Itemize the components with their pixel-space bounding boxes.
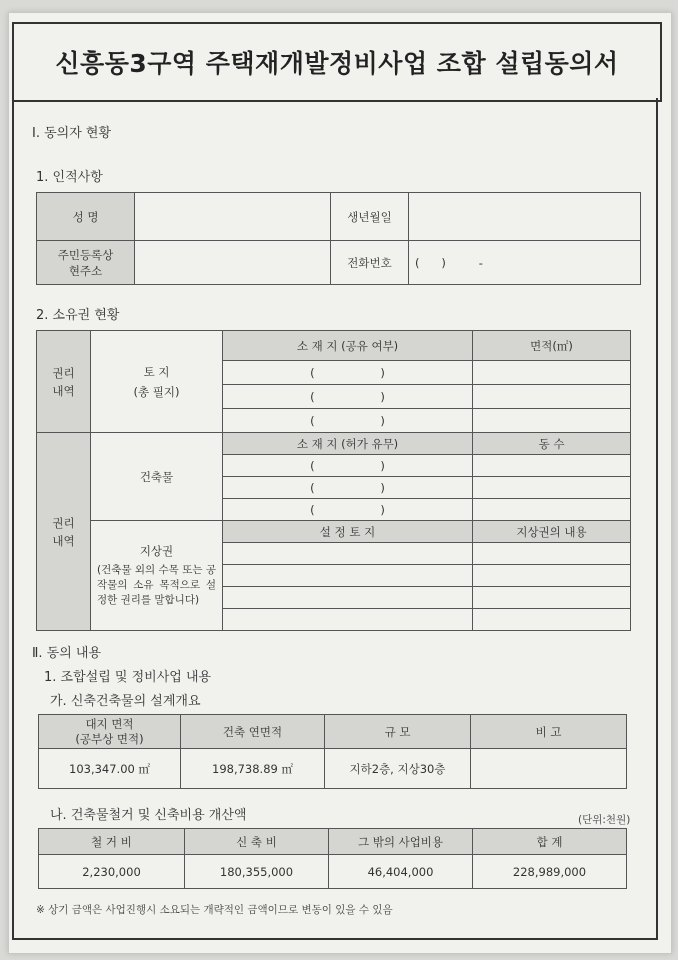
surface-content-2[interactable] [473,565,631,587]
surface-row-1[interactable] [223,543,473,565]
cost-heading: 나. 건축물철거 및 신축비용 개산액 [50,808,247,823]
birth-label: 생년월일 [331,193,409,241]
cost-header-construction: 신 축 비 [185,829,329,855]
address-label: 주민등록상 현주소 [37,241,135,285]
surface-row-3[interactable] [223,587,473,609]
land-row-1[interactable]: ( ) [223,361,473,385]
surface-content-header: 지상권의 내용 [473,521,631,543]
ownership-heading: 2. 소유권 현황 [36,308,120,323]
cost-demolition: 2,230,000 [39,855,185,889]
section2-heading: Ⅱ. 동의 내용 [32,646,102,661]
dong-header: 동 수 [473,433,631,455]
design-header-floor-area: 건축 연면적 [181,715,325,749]
area-header: 면적(㎡) [473,331,631,361]
land-rights-label: 권리 내역 [37,331,91,433]
land-row-3[interactable]: ( ) [223,409,473,433]
land-area-3[interactable] [473,409,631,433]
building-dong-1[interactable] [473,455,631,477]
land-location-header: 소 재 지 (공유 여부) [223,331,473,361]
cost-header-demolition: 철 거 비 [39,829,185,855]
unit-note: (단위:천원) [578,814,631,826]
surface-note: (건축물 외의 수목 또는 공작물의 소유 목적으로 설정한 권리를 말합니다) [97,564,216,606]
design-site-area: 103,347.00 ㎡ [39,749,181,789]
cost-header-total: 합 계 [473,829,627,855]
surface-label: 지상권 [139,544,174,558]
surface-land-header: 설 정 토 지 [223,521,473,543]
building-row-2[interactable]: ( ) [223,477,473,499]
surface-row-2[interactable] [223,565,473,587]
personal-heading: 1. 인적사항 [36,170,103,185]
land-row-2[interactable]: ( ) [223,385,473,409]
document-title: 신흥동3구역 주택재개발정비사업 조합 설립동의서 [12,22,662,102]
name-field[interactable] [135,193,331,241]
design-header-scale: 규 모 [325,715,471,749]
design-header-remarks: 비 고 [471,715,627,749]
design-scale: 지하2층, 지상30층 [325,749,471,789]
phone-label: 전화번호 [331,241,409,285]
building-label: 건축물 [91,433,223,521]
cost-construction: 180,355,000 [185,855,329,889]
cost-table [38,828,627,889]
surface-content-1[interactable] [473,543,631,565]
section2-sub1: 1. 조합설립 및 정비사업 내용 [44,670,212,685]
cost-total: 228,989,000 [473,855,627,889]
section1-heading: Ⅰ. 동의자 현황 [32,126,112,141]
design-heading: 가. 신축건축물의 설계개요 [50,694,201,709]
surface-row-4[interactable] [223,609,473,631]
surface-right-cell [91,521,223,631]
building-location-header: 소 재 지 (허가 유무) [223,433,473,455]
land-label: 토 지 (총 필지) [91,331,223,433]
name-label: 성 명 [37,193,135,241]
design-header-site-area: 대지 면적 (공부상 면적) [39,715,181,749]
ownership-table [36,330,631,631]
cost-header-other: 그 밖의 사업비용 [329,829,473,855]
building-rights-label: 권리 내역 [37,433,91,631]
surface-content-3[interactable] [473,587,631,609]
footnote: ※ 상기 금액은 사업진행시 소요되는 개략적인 금액이므로 변동이 있을 수 있음 [36,904,393,916]
building-dong-2[interactable] [473,477,631,499]
phone-field[interactable]: ( ) - [409,241,641,285]
land-area-1[interactable] [473,361,631,385]
building-row-1[interactable]: ( ) [223,455,473,477]
building-row-3[interactable]: ( ) [223,499,473,521]
land-area-2[interactable] [473,385,631,409]
cost-other: 46,404,000 [329,855,473,889]
personal-info-table [36,192,641,285]
design-table [38,714,627,789]
design-floor-area: 198,738.89 ㎡ [181,749,325,789]
design-remarks [471,749,627,789]
address-field[interactable] [135,241,331,285]
surface-content-4[interactable] [473,609,631,631]
building-dong-3[interactable] [473,499,631,521]
birth-field[interactable] [409,193,641,241]
